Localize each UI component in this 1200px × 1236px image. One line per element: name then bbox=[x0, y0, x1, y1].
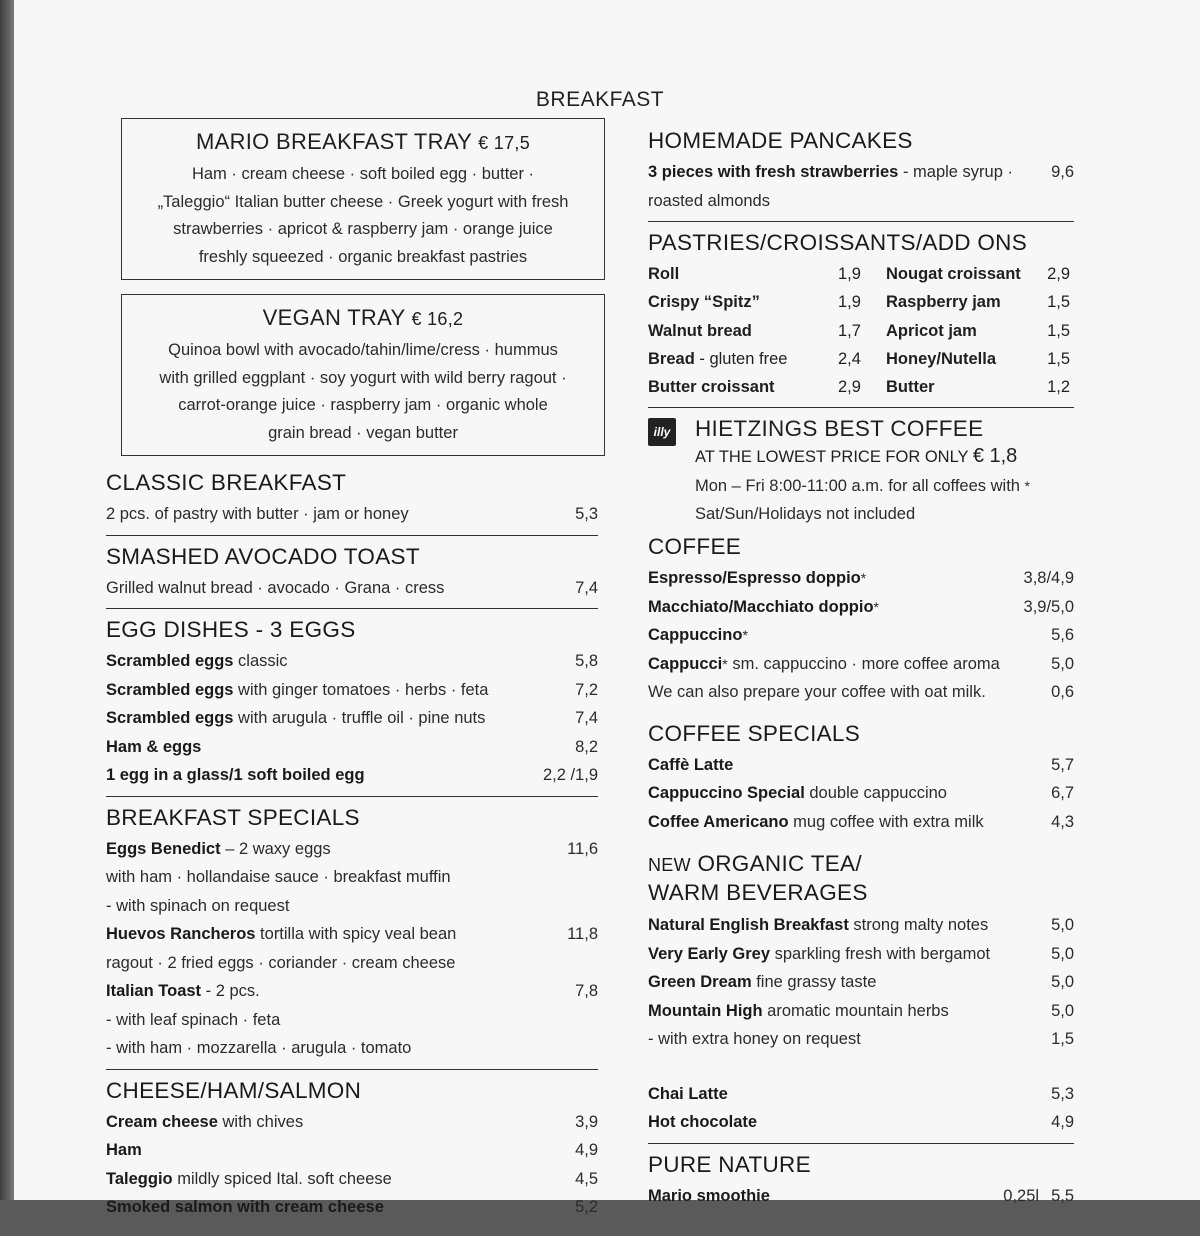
menu-item bbox=[106, 863, 598, 892]
tray-title bbox=[132, 305, 594, 331]
item-price: 5,0 bbox=[1051, 916, 1074, 935]
hours-text: Mon – Fri 8:00-11:00 a.m. for all coffees with bbox=[695, 477, 1025, 496]
menu-item bbox=[106, 977, 598, 1006]
pastry-name bbox=[648, 317, 838, 345]
illy-logo: illy bbox=[648, 418, 676, 446]
item-bold: Huevos Rancheros bbox=[106, 925, 256, 943]
item-desc: - with extra honey on request bbox=[648, 1030, 861, 1049]
menu-item bbox=[106, 761, 598, 790]
item-price-group bbox=[567, 835, 598, 864]
item-name bbox=[648, 968, 876, 997]
item-bold: Macchiato/Macchiato doppio bbox=[648, 597, 874, 616]
avocado-toast-section bbox=[106, 544, 598, 610]
item-desc: – 2 waxy eggs bbox=[220, 839, 331, 858]
classic-breakfast-section bbox=[106, 470, 598, 536]
tray-name: VEGAN TRAY bbox=[262, 305, 406, 330]
item-price: 4,9 bbox=[575, 1141, 598, 1159]
pastries-grid bbox=[648, 260, 1074, 401]
menu-item bbox=[648, 1182, 1074, 1211]
item-price: 3,9 bbox=[575, 1112, 598, 1131]
item-bold: Butter croissant bbox=[648, 378, 775, 397]
menu-item bbox=[106, 1034, 598, 1063]
item-name bbox=[106, 1165, 392, 1194]
mario-breakfast-tray bbox=[121, 118, 605, 280]
menu-item bbox=[106, 1108, 598, 1137]
pure-nature-section bbox=[648, 1152, 1074, 1217]
menu-item bbox=[648, 158, 1074, 187]
item-name bbox=[106, 1136, 142, 1165]
item-price-group bbox=[575, 1136, 598, 1165]
menu-item bbox=[106, 892, 598, 921]
egg-dishes-section bbox=[106, 617, 598, 797]
item-bold: Natural English Breakfast bbox=[648, 916, 849, 935]
section-title: CLASSIC BREAKFAST bbox=[106, 470, 347, 495]
pastry-name: Butter bbox=[886, 378, 935, 397]
item-price-group bbox=[1051, 779, 1074, 808]
item-price-group bbox=[1051, 1080, 1074, 1109]
item-price-group bbox=[1051, 621, 1074, 650]
background-edge bbox=[0, 0, 14, 1200]
item-price: 11,8 bbox=[567, 925, 598, 943]
pastry-name: Nougat croissant bbox=[886, 265, 1021, 283]
tray-line: „Taleggio“ Italian butter cheese · Greek yogurt with fresh bbox=[157, 192, 569, 211]
pastry-price: 2,9 bbox=[1047, 265, 1070, 283]
item-name bbox=[648, 564, 866, 593]
item-name bbox=[106, 835, 331, 864]
best-coffee-hours bbox=[695, 472, 1030, 500]
item-price-group bbox=[1051, 968, 1074, 997]
item-price-group bbox=[575, 676, 598, 705]
page-title: BREAKFAST bbox=[535, 88, 665, 111]
item-name bbox=[106, 863, 451, 892]
item-desc: fine grassy taste bbox=[751, 973, 877, 992]
menu-item bbox=[648, 997, 1074, 1026]
item-bold: Mountain High bbox=[648, 1001, 763, 1020]
item-bold: Scrambled eggs bbox=[106, 680, 234, 699]
section-title: COFFEE SPECIALS bbox=[648, 720, 861, 746]
pastry-price: 1,5 bbox=[1047, 321, 1070, 340]
tray-description bbox=[132, 337, 594, 447]
best-coffee-note: Sat/Sun/Holidays not included bbox=[695, 505, 916, 524]
item-desc: - with leaf spinach · feta bbox=[106, 1010, 281, 1029]
tray-line: freshly squeezed · organic breakfast pastries bbox=[198, 247, 528, 266]
item-price-group bbox=[1051, 650, 1074, 679]
item-price: 4,3 bbox=[1051, 812, 1074, 831]
tea-section bbox=[648, 850, 1074, 1144]
item-desc: with ginger tomatoes · herbs · feta bbox=[233, 680, 489, 699]
item-price-group bbox=[543, 761, 598, 790]
item-name bbox=[106, 949, 455, 978]
item-bold: Cappuccino Special bbox=[648, 784, 805, 803]
item-price-group bbox=[575, 1165, 598, 1194]
item-price: 1,5 bbox=[1051, 1030, 1074, 1049]
item-price: 6,7 bbox=[1051, 784, 1074, 803]
item-price: 5,3 bbox=[575, 505, 598, 523]
item-desc: aromatic mountain herbs bbox=[762, 1001, 949, 1020]
pastry-name bbox=[648, 260, 838, 288]
item-name bbox=[648, 808, 984, 837]
menu-item bbox=[648, 1108, 1074, 1137]
item-bold: Scrambled eggs bbox=[106, 709, 234, 727]
item-name: 2 pcs. of pastry with butter · jam or honey bbox=[106, 505, 409, 523]
item-bold: Mario smoothie bbox=[648, 1186, 770, 1205]
menu-item bbox=[106, 676, 598, 705]
item-price-group bbox=[1051, 751, 1074, 780]
item-desc: mildly spiced Ital. soft cheese bbox=[172, 1169, 392, 1188]
tray-description bbox=[132, 161, 594, 271]
section-title: COFFEE bbox=[648, 534, 742, 560]
item-price: 7,8 bbox=[575, 982, 598, 1000]
item-bold: Very Early Grey bbox=[648, 944, 771, 963]
item-desc: mug coffee with extra milk bbox=[788, 812, 984, 831]
menu-item bbox=[648, 911, 1074, 940]
item-price-group bbox=[567, 920, 598, 949]
asterisk: * bbox=[1024, 478, 1030, 495]
tray-line: strawberries · apricot & raspberry jam · orange juice bbox=[173, 220, 553, 238]
item-desc: classic bbox=[233, 652, 288, 670]
menu-item bbox=[106, 1006, 598, 1035]
menu-item bbox=[648, 779, 1074, 808]
item-bold: Chai Latte bbox=[648, 1084, 728, 1103]
menu-item bbox=[648, 593, 1074, 622]
item-price: 4,9 bbox=[1051, 1113, 1074, 1132]
menu-item bbox=[106, 1165, 598, 1194]
item-name bbox=[106, 977, 260, 1006]
item-bold: Crispy “Spitz” bbox=[648, 293, 760, 312]
item-desc: with chives bbox=[217, 1112, 304, 1131]
title-part: WARM BEVERAGES bbox=[648, 880, 868, 906]
item-desc: tortilla with spicy veal bean bbox=[255, 925, 457, 943]
pastry-name bbox=[648, 288, 838, 316]
item-price-group bbox=[1051, 997, 1074, 1026]
section-title: EGG DISHES - 3 EGGS bbox=[106, 617, 356, 642]
item-name bbox=[648, 621, 748, 650]
item-name bbox=[648, 1025, 861, 1054]
item-name bbox=[106, 733, 201, 762]
item-name bbox=[648, 158, 1013, 187]
item-desc: - with ham · mozzarella · arugula · tomato bbox=[106, 1039, 412, 1057]
item-price-group bbox=[1051, 911, 1074, 940]
item-name bbox=[106, 647, 288, 676]
item-bold: Ham bbox=[106, 1141, 142, 1159]
menu-item bbox=[106, 733, 598, 762]
item-price-group bbox=[1051, 678, 1074, 707]
item-list bbox=[648, 911, 1074, 1054]
new-label: NEW bbox=[648, 855, 691, 876]
item-price: 5,2 bbox=[575, 1198, 598, 1216]
section-title: PASTRIES/CROISSANTS/ADD ONS bbox=[648, 230, 1027, 255]
item-price: 11,6 bbox=[567, 839, 598, 858]
item-price: 5,0 bbox=[1051, 1001, 1074, 1020]
title-part: ORGANIC TEA/ bbox=[690, 851, 862, 877]
pastry-name: Raspberry jam bbox=[886, 293, 1001, 312]
asterisk: * bbox=[722, 655, 728, 672]
item-price: 5,0 bbox=[1051, 944, 1074, 963]
item-bold: Coffee Americano bbox=[648, 812, 789, 831]
cheese-ham-salmon-section bbox=[106, 1078, 598, 1228]
tray-title bbox=[132, 129, 594, 155]
item-price: 4,5 bbox=[575, 1169, 598, 1188]
item-price-group bbox=[575, 977, 598, 1006]
section-title: SMASHED AVOCADO TOAST bbox=[106, 543, 420, 569]
tray-price: € 17,5 bbox=[478, 133, 531, 153]
pastry-price: 2,4 bbox=[838, 349, 861, 368]
tray-line: Quinoa bowl with avocado/tahin/lime/cress · hummus bbox=[168, 341, 558, 359]
item-price-group bbox=[1051, 940, 1074, 969]
menu-item bbox=[648, 1080, 1074, 1109]
item-list bbox=[106, 1108, 598, 1222]
item-price-group bbox=[1051, 1108, 1074, 1137]
section-title: CHEESE/HAM/SALMON bbox=[106, 1077, 362, 1103]
menu-item bbox=[106, 1136, 598, 1165]
menu-item bbox=[648, 808, 1074, 837]
best-coffee-price-line bbox=[695, 442, 1030, 472]
item-price-group bbox=[575, 1108, 598, 1137]
item-desc: roasted almonds bbox=[648, 191, 770, 210]
pastry-price: 1,5 bbox=[1047, 349, 1070, 368]
menu-item bbox=[648, 751, 1074, 780]
item-name bbox=[106, 920, 456, 949]
item-desc: sparkling fresh with bergamot bbox=[770, 944, 991, 963]
item-price: 5,6 bbox=[1051, 626, 1074, 645]
pastry-name bbox=[648, 373, 838, 401]
price-line-value: € 1,8 bbox=[972, 445, 1018, 468]
item-name bbox=[648, 678, 986, 707]
menu-item bbox=[648, 940, 1074, 969]
item-size: 0,25l bbox=[1003, 1186, 1040, 1205]
pastry-name bbox=[648, 345, 838, 373]
menu-item bbox=[106, 574, 598, 603]
item-name bbox=[106, 1006, 280, 1035]
item-bold: Caffè Latte bbox=[648, 755, 734, 774]
tray-line: Ham · cream cheese · soft boiled egg · butter · bbox=[191, 165, 535, 183]
item-list bbox=[106, 647, 598, 790]
item-bold: Smoked salmon with cream cheese bbox=[106, 1198, 384, 1216]
menu-item bbox=[106, 1193, 598, 1222]
item-list bbox=[106, 835, 598, 1063]
item-list bbox=[648, 751, 1074, 837]
pancakes-section bbox=[648, 128, 1074, 222]
item-name bbox=[648, 779, 947, 808]
right-column bbox=[648, 128, 1074, 1224]
item-price: 5,0 bbox=[1051, 973, 1074, 992]
item-name bbox=[106, 1034, 411, 1063]
item-name bbox=[648, 911, 988, 940]
item-name bbox=[106, 1108, 303, 1137]
menu-item bbox=[106, 647, 598, 676]
menu-item-continued bbox=[648, 187, 1074, 216]
tray-line: grain bread · vegan butter bbox=[268, 423, 458, 442]
item-name bbox=[648, 751, 733, 780]
item-name bbox=[648, 650, 1000, 679]
item-bold: Cappucci bbox=[648, 654, 723, 673]
item-bold: Espresso/Espresso doppio bbox=[648, 569, 861, 588]
item-desc: with arugula · truffle oil · pine nuts bbox=[233, 709, 486, 727]
item-bold: Walnut bread bbox=[648, 321, 752, 340]
item-price-group bbox=[575, 704, 598, 733]
item-desc: - maple syrup · bbox=[898, 163, 1013, 181]
pastry-price: 1,9 bbox=[838, 293, 861, 312]
item-price: 5,3 bbox=[1051, 1084, 1074, 1103]
item-price-group bbox=[1051, 808, 1074, 837]
pastry-price: 2,9 bbox=[838, 378, 861, 397]
item-bold: Eggs Benedict bbox=[106, 839, 221, 858]
item-name bbox=[648, 593, 879, 622]
item-price-group bbox=[575, 733, 598, 762]
item-name bbox=[106, 704, 485, 733]
left-column bbox=[106, 118, 600, 1236]
item-desc: with ham · hollandaise sauce · breakfast muffin bbox=[106, 868, 451, 886]
section-title: BREAKFAST SPECIALS bbox=[106, 804, 360, 830]
best-coffee-block bbox=[648, 416, 1074, 528]
item-price: 5,5 bbox=[1051, 1186, 1074, 1205]
item-bold: Ham & eggs bbox=[106, 737, 202, 756]
asterisk: * bbox=[873, 598, 879, 615]
vegan-tray bbox=[121, 294, 605, 456]
asterisk: * bbox=[860, 570, 867, 587]
section-title: HOMEMADE PANCAKES bbox=[648, 128, 913, 153]
item-bold: 3 pieces with fresh strawberries bbox=[648, 163, 899, 181]
pastry-price: 1,5 bbox=[1047, 293, 1070, 312]
item-list bbox=[648, 1182, 1074, 1211]
item-bold: Roll bbox=[648, 265, 680, 283]
item-bold: Taleggio bbox=[106, 1169, 173, 1188]
item-bold: Italian Toast bbox=[106, 982, 202, 1000]
pastry-price: 1,2 bbox=[1047, 378, 1070, 397]
item-price-group bbox=[1024, 564, 1074, 593]
item-desc: - gluten free bbox=[694, 349, 788, 368]
tray-price: € 16,2 bbox=[411, 309, 464, 329]
item-name bbox=[648, 1108, 757, 1137]
item-desc: - with spinach on request bbox=[106, 896, 290, 915]
breakfast-specials-section bbox=[106, 805, 598, 1070]
item-name bbox=[648, 940, 990, 969]
item-price: 5,8 bbox=[575, 652, 598, 670]
best-coffee-title: HIETZINGS BEST COFFEE bbox=[695, 416, 984, 442]
item-bold: 1 egg in a glass/1 soft boiled egg bbox=[106, 766, 365, 784]
menu-item bbox=[648, 650, 1074, 679]
item-bold: Green Dream bbox=[648, 973, 752, 992]
item-bold: Bread bbox=[648, 349, 695, 368]
menu-item bbox=[106, 920, 598, 949]
item-name bbox=[106, 1193, 384, 1222]
item-price: 5,0 bbox=[1051, 654, 1074, 673]
menu-item bbox=[106, 500, 598, 529]
item-name bbox=[648, 1182, 770, 1211]
item-list bbox=[648, 564, 1074, 707]
section-title: PURE NATURE bbox=[648, 1151, 811, 1177]
item-price: 7,2 bbox=[575, 680, 598, 699]
item-price: 3,8/4,9 bbox=[1023, 569, 1074, 588]
pastry-name: Apricot jam bbox=[886, 321, 977, 340]
item-list bbox=[648, 1080, 1074, 1137]
item-bold: Hot chocolate bbox=[648, 1113, 758, 1132]
item-name bbox=[106, 892, 289, 921]
menu-item bbox=[648, 621, 1074, 650]
item-name: Grilled walnut bread · avocado · Grana · cress bbox=[106, 578, 445, 597]
item-price: 5,7 bbox=[1051, 755, 1074, 774]
pastry-price: 1,9 bbox=[838, 265, 861, 283]
item-price: 9,6 bbox=[1051, 163, 1074, 181]
pastry-price: 1,7 bbox=[838, 321, 861, 340]
item-bold: Cream cheese bbox=[106, 1112, 218, 1131]
item-price-group bbox=[1024, 593, 1074, 622]
menu-item bbox=[106, 704, 598, 733]
item-name bbox=[106, 761, 365, 790]
item-name bbox=[648, 997, 949, 1026]
item-price-group bbox=[575, 647, 598, 676]
item-price: 7,4 bbox=[575, 709, 598, 727]
item-price-group bbox=[1003, 1182, 1074, 1211]
tray-line: carrot-orange juice · raspberry jam · organic whole bbox=[178, 396, 548, 414]
item-price: 2,2 /1,9 bbox=[542, 766, 598, 784]
section-title bbox=[648, 850, 1074, 907]
coffee-section bbox=[648, 534, 1074, 713]
item-bold: Cappuccino bbox=[648, 626, 743, 645]
item-price-group bbox=[1051, 1025, 1074, 1054]
menu-item bbox=[648, 1025, 1074, 1054]
asterisk: * bbox=[742, 627, 748, 644]
pastries-section bbox=[648, 230, 1074, 408]
menu-item bbox=[106, 835, 598, 864]
item-desc: double cappuccino bbox=[804, 784, 947, 803]
menu-item bbox=[648, 678, 1074, 707]
coffee-specials-section bbox=[648, 721, 1074, 843]
item-name bbox=[648, 1080, 728, 1109]
menu-item bbox=[648, 564, 1074, 593]
item-name bbox=[106, 676, 488, 705]
item-price: 0,6 bbox=[1051, 683, 1074, 702]
item-desc: - 2 pcs. bbox=[201, 982, 260, 1000]
item-desc: sm. cappuccino · more coffee aroma bbox=[727, 654, 1000, 673]
tray-line: with grilled eggplant · soy yogurt with wild berry ragout · bbox=[159, 368, 567, 387]
item-desc: strong malty notes bbox=[848, 916, 989, 935]
tray-name: MARIO BREAKFAST TRAY bbox=[195, 129, 472, 154]
item-bold: Scrambled eggs bbox=[106, 652, 234, 670]
price-line-text: AT THE LOWEST PRICE FOR ONLY bbox=[695, 448, 973, 467]
item-price: 8,2 bbox=[575, 737, 598, 756]
menu-item bbox=[106, 949, 598, 978]
pastry-name: Honey/Nutella bbox=[886, 349, 997, 368]
menu-item bbox=[648, 968, 1074, 997]
item-price-group bbox=[575, 1193, 598, 1222]
item-price: 3,9/5,0 bbox=[1023, 597, 1074, 616]
item-desc: ragout · 2 fried eggs · coriander · cream cheese bbox=[106, 953, 456, 972]
item-desc: We can also prepare your coffee with oat milk. bbox=[648, 683, 986, 702]
item-price: 7,4 bbox=[575, 578, 598, 597]
